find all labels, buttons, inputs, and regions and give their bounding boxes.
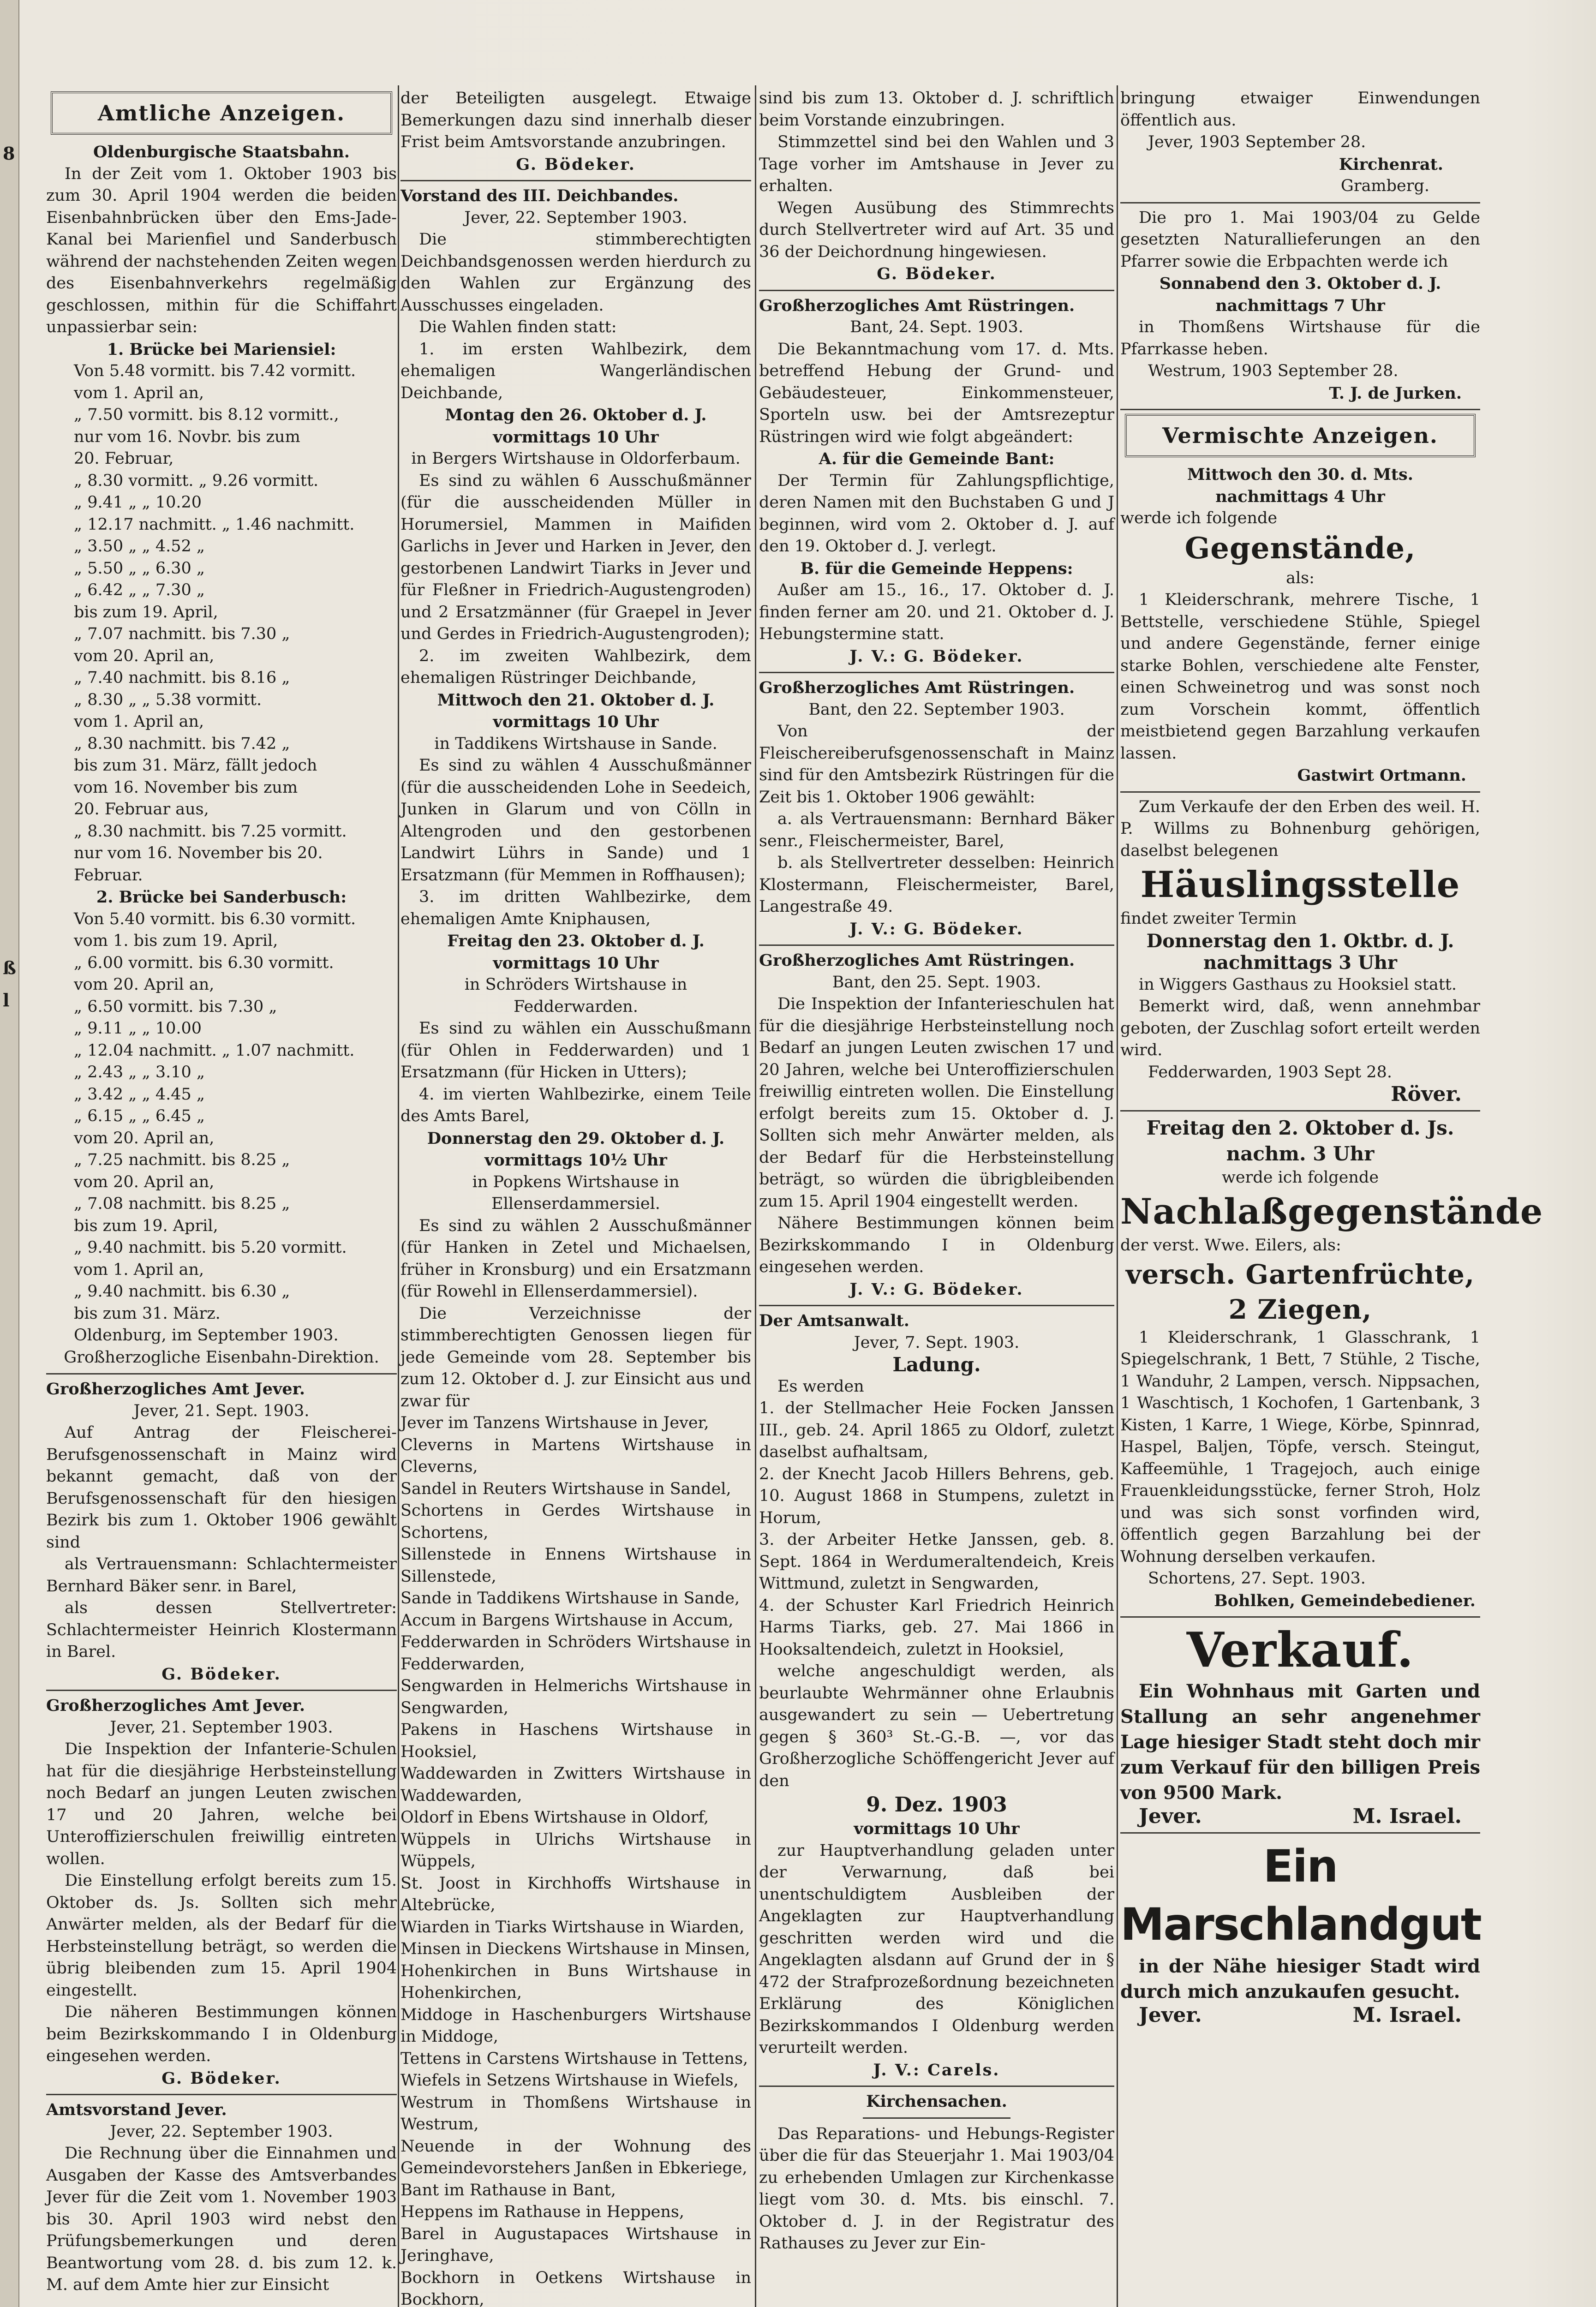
divider	[1120, 1110, 1480, 1112]
list-item: Barel in Augustapaces Wirtshause in Jeringhave,	[400, 2224, 751, 2265]
ad-text: 1 Kleiderschrank, mehrere Tische, 1 Bettstelle, verschiedene Stühle, Spiegel und andere Gegenstände, ferner einige starke Bohlen, verschiedene alte Fenster, einen Schweinetrog und was sonst noch zum Vorschein kommt, öffentlich meistbietend gegen Barzahlung verkaufen lassen.	[1120, 591, 1480, 763]
list-item: „ 6.42 „ „ 7.30 „	[74, 581, 205, 599]
list-item: „ 9.40 nachmitt. bis 5.20 vormitt.	[74, 1238, 347, 1257]
ad-signature: M. Israel.	[1352, 1805, 1462, 1828]
list-item: Wiarden in Tiarks Wirtshause in Wiarden,	[400, 1918, 745, 1936]
ad-place: Jever.	[1139, 1805, 1202, 1828]
list-item: „ 8.30 nachmitt. bis 7.25 vormitt.	[74, 822, 347, 841]
notice-text: Die Bekanntmachung vom 17. d. Mts. betreffend Hebung der Grund- und Gebäudesteuer, Einkommensteuer, Sporteln usw. bei der Amtsrezeptur Rüstringen wird wie folgt abgeändert:	[759, 340, 1114, 446]
divider	[1120, 1832, 1480, 1834]
notice-text: In der Zeit vom 1. Oktober 1903 bis zum 30. April 1904 werden die beiden Eisenbahnbrücken über den Ems-Jade-Kanal bei Marienfiel und Sanderbusch während der nachstehenden Zeiten wegen des Eisenbahnverkehrs regelmäßig geschlossen, mithin für die Schiffahrt unpassierbar sein:	[46, 164, 397, 336]
notice-text: Die Inspektion der Infanterie-Schulen hat für die diesjährige Herbsteinstellung noch Bedarf an jungen Leuten zwischen 17 und 20 Jahren, welche bei Unteroffizierschulen freiwillig eintreten wollen.	[46, 1740, 397, 1868]
notice-date: Jever, 21. Sept. 1903.	[133, 1401, 310, 1420]
notice-heading: Großherzogliches Amt Jever.	[46, 1380, 305, 1399]
event-date: Donnerstag den 1. Oktbr. d. J.	[1146, 930, 1454, 952]
ad-title: Gegenstände,	[1184, 531, 1416, 566]
list-item: Schortens in Gerdes Wirtshause in Schortens,	[400, 1501, 751, 1542]
notice-date: Bant, den 25. Sept. 1903.	[832, 973, 1041, 992]
notice-heading: Großherzogliches Amt Rüstringen.	[759, 296, 1075, 315]
divider	[46, 1690, 397, 1691]
notice-text: Es werden	[777, 1377, 864, 1396]
list-item: Minsen in Dieckens Wirtshause in Minsen,	[400, 1940, 750, 1958]
notice-signature: J. V.: G. Bödeker.	[849, 1279, 1024, 1299]
notice-text: Es sind zu wählen 4 Ausschußmänner (für die ausscheidenden Lohe in Seedeich, Junken in Glarum und von Cölln in Altengroden und den gestorbenen Landwirt Lührs in Sande) und 1 Ersatzmann (für Memmen in Roffhausen);	[400, 756, 751, 885]
district-time: vormittags 10 Uhr	[493, 712, 659, 731]
notice-heading: Oldenburgische Staatsbahn.	[93, 143, 350, 161]
notice-text: sind bis zum 13. Oktober d. J. schriftlich beim Vorstande einzubringen.	[759, 89, 1114, 130]
notice-text: Die pro 1. Mai 1903/04 zu Gelde gesetzten Naturallieferungen an den Pfarrer sowie die Erbpachten werde ich	[1120, 208, 1480, 271]
notice-date: Oldenburg, im September 1903.	[74, 1326, 339, 1345]
notice-signature: Kirchenrat.	[1339, 155, 1443, 174]
ad-signature: Gastwirt Ortmann.	[1297, 766, 1466, 785]
list-item: „ 6.50 vormitt. bis 7.30 „	[74, 997, 277, 1016]
notice-date: Jever, 21. September 1903.	[110, 1718, 333, 1737]
ad-intro: werde ich folgende	[1120, 509, 1278, 527]
notice-title: Ladung.	[892, 1353, 981, 1376]
notice-text: Es sind zu wählen 6 Ausschußmänner (für die ausscheidenden Müller in Horumersiel, Mammen in Maifiden Garlichs in Jever und Harken in Jever, den gestorbenen Landwirt Tiarks in Jever und für Fleßner in Friedrich-Augustengroden) und 2 Ersatzmänner (für Graepel in Jever und Gerdes in Friedrich-Augustengroden);	[400, 471, 751, 643]
list-item: „ 12.04 nachmitt. „ 1.07 nachmitt.	[74, 1041, 355, 1060]
list-item: 3. der Arbeiter Hetke Janssen, geb. 8. Sept. 1864 in Werdumeraltendeich, Kreis Wittmund, zuletzt in Sengwarden,	[759, 1530, 1114, 1593]
ad-intro: als:	[1286, 568, 1315, 587]
district-time: vormittags 10½ Uhr	[484, 1151, 667, 1170]
divider	[759, 944, 1114, 946]
district-heading: 1. im ersten Wahlbezirk, dem ehemaligen Wangerländischen Deichbande,	[400, 340, 751, 402]
list-item: Neuende in der Wohnung des Gemeindevorstehers Janßen in Ebkeriege,	[400, 2137, 751, 2177]
district-place: in Schröders Wirtshause in Fedderwarden.	[464, 975, 687, 1016]
ad-text: Zum Verkaufe der den Erben des weil. H. P. Willms zu Bohnenburg gehörigen, daselbst belegenen	[1120, 797, 1480, 860]
notice-text: Die stimmberechtigten Deichbandsgenossen werden hierdurch zu den Wahlen zur Ergänzung des Ausschusses eingeladen.	[400, 230, 751, 315]
list-item: Jever im Tanzens Wirtshause in Jever,	[400, 1414, 709, 1432]
list-item: Von 5.48 vormitt. bis 7.42 vormitt.	[74, 362, 356, 380]
page-gutter	[0, 0, 19, 2307]
ad-text: Ein Wohnhaus mit Garten und Stallung an sehr angenehmer Lage hiesiger Stadt steht doch mir zum Verkauf für den billigen Preis von 9500 Mark.	[1120, 1680, 1480, 1804]
notice-text: Außer am 15., 16., 17. Oktober d. J. finden ferner am 20. und 21. Oktober d. J. Hebungstermine statt.	[759, 581, 1114, 643]
ad-signature: M. Israel.	[1352, 2003, 1462, 2027]
district-date: Donnerstag den 29. Oktober d. J.	[427, 1129, 725, 1148]
notice-text: in Thomßens Wirtshause für die Pfarrkasse heben.	[1120, 318, 1480, 359]
list-item: bis zum 19. April,	[74, 1216, 218, 1235]
list-item: „ 7.08 nachmitt. bis 8.25 „	[74, 1195, 290, 1213]
notice-text: Die näheren Bestimmungen können beim Bezirkskommando I in Oldenburg eingesehen werden.	[46, 2003, 397, 2065]
notice-text: Nähere Bestimmungen können beim Bezirkskommando I in Oldenburg eingesehen werden.	[759, 1214, 1114, 1276]
ad-date: Schortens, 27. Sept. 1903.	[1148, 1569, 1366, 1588]
notice-text: Die Rechnung über die Einnahmen und Ausgaben der Kasse des Amtsverbandes Jever für die Zeit vom 1. November 1903 bis 30. April 1903 wird nebst den Prüfungsbemerkungen und deren Beantwortung vom 28. d. bis zum 12. k. M. auf dem Amte hier zur Einsicht	[46, 2144, 397, 2294]
list-item: Sande in Taddikens Wirtshause in Sande,	[400, 1589, 740, 1608]
divider	[1120, 1616, 1480, 1618]
district-time: vormittags 10 Uhr	[493, 427, 659, 447]
notice-date: Westrum, 1903 September 28.	[1148, 362, 1399, 380]
subheading: 2. Brücke bei Sanderbusch:	[96, 888, 347, 907]
list-item: Bockhorn in Oetkens Wirtshause in Bockhorn,	[400, 2268, 751, 2307]
places-list	[400, 1412, 751, 2307]
list-item: 4. der Schuster Karl Friedrich Heinrich Harms Tiarks, geb. 27. Mai 1866 in Hooksaltendeich, zuletzt in Hooksiel,	[759, 1596, 1114, 1659]
list-item: „ 12.17 nachmitt. „ 1.46 nachmitt.	[74, 515, 355, 534]
list-item: Cleverns in Martens Wirtshause in Cleverns,	[400, 1435, 751, 1476]
list-item: 1. der Stellmacher Heie Focken Janssen III., geb. 24. April 1865 zu Oldorf, zuletzt daselbst aufhaltsam,	[759, 1399, 1114, 1461]
list-item: vom 16. November bis zum	[74, 778, 298, 797]
ad-text: Bemerkt wird, daß, wenn annehmbar geboten, der Zuschlag sofort erteilt werden wird.	[1120, 997, 1480, 1059]
list-item: Hohenkirchen in Buns Wirtshause in Hohenkirchen,	[400, 1961, 751, 2002]
notice-date: Bant, den 22. September 1903.	[808, 700, 1065, 719]
subheading: A. für die Gemeinde Bant:	[819, 449, 1055, 468]
notice-heading: Amtsvorstand Jever.	[46, 2100, 227, 2119]
list-item: nur vom 16. Novbr. bis zum	[74, 427, 300, 446]
list-item: „ 7.40 nachmitt. bis 8.16 „	[74, 669, 290, 687]
divider	[400, 180, 751, 181]
column-rule	[1117, 85, 1118, 2307]
notice-text: b. als Stellvertreter desselben: Heinrich Klostermann, Fleischermeister, Barel, Langestraße 49.	[759, 854, 1114, 916]
notice-text: welche angeschuldigt werden, als beurlaubte Wehrmänner ohne Erlaubnis ausgewandert zu sein — Uebertretung gegen § 360³ St.-G.-B. —, vor das Großherzogliche Schöffengericht Jever auf den	[759, 1662, 1114, 1790]
notice-signature: G. Bödeker.	[877, 264, 997, 283]
notice-signature: J. V.: Carels.	[873, 2060, 1000, 2080]
list-item: 2. der Knecht Jacob Hillers Behrens, geb. 10. August 1868 in Stumpens, zuletzt in Horum,	[759, 1464, 1114, 1527]
list-item: 20. Februar,	[74, 449, 174, 468]
notice-date: Jever, 7. Sept. 1903.	[854, 1333, 1020, 1352]
divider	[1120, 409, 1480, 410]
column-rule	[398, 85, 399, 2307]
list-item: vom 20. April an,	[74, 975, 215, 994]
notice-signature: Gramberg.	[1340, 177, 1429, 195]
gutter-mark: 8	[3, 143, 15, 164]
list-item: Accum in Bargens Wirtshause in Accum,	[400, 1611, 734, 1630]
ad-title: Ein Marschlandgut	[1120, 1840, 1481, 1950]
gutter-mark: l	[3, 990, 10, 1010]
column-2	[400, 88, 751, 2307]
district-heading: 3. im dritten Wahlbezirke, dem ehemaligen Amte Kniphausen,	[400, 888, 751, 928]
notice-text: Die Verzeichnisse der stimmberechtigten Genossen liegen für jede Gemeinde vom 28. September bis zum 12. Oktober d. J. zur Einsicht aus und zwar für	[400, 1304, 751, 1410]
list-item: „ 9.41 „ „ 10.20	[74, 493, 202, 512]
notice-text: Von der Fleischereiberufsgenossenschaft in Mainz sind für den Amtsbezirk Rüstringen für die Zeit bis 1. Oktober 1906 gewählt:	[759, 722, 1114, 807]
district-heading: 4. im vierten Wahlbezirke, einem Teile des Amts Barel,	[400, 1085, 751, 1125]
notice-text: Die Wahlen finden statt:	[419, 318, 617, 336]
list-item: „ 9.40 nachmitt. bis 6.30 „	[74, 1282, 290, 1301]
ad-title: Nachlaßgegenstände	[1120, 1191, 1543, 1232]
divider	[759, 290, 1114, 291]
list-item: vom 1. April an,	[74, 383, 204, 402]
district-date: Freitag den 23. Oktober d. J.	[447, 932, 705, 950]
event-time: nachmittags 3 Uhr	[1203, 952, 1398, 974]
notice-date: Bant, 24. Sept. 1903.	[850, 318, 1023, 336]
list-item: „ 6.15 „ „ 6.45 „	[74, 1107, 205, 1125]
notice-heading: Kirchensachen.	[866, 2092, 1007, 2111]
list-item: Waddewarden in Zwitters Wirtshause in Waddewarden,	[400, 1764, 751, 1805]
ad-title: versch. Gartenfrüchte,	[1125, 1258, 1475, 1290]
district-place: in Popkens Wirtshause in Ellenserdammersiel.	[472, 1172, 680, 1213]
list-item: bis zum 31. März, fällt jedoch	[74, 756, 317, 775]
ad-intro: der verst. Wwe. Eilers, als:	[1120, 1236, 1341, 1255]
divider	[46, 2094, 397, 2095]
list-item: Pakens in Haschens Wirtshause in Hooksiel,	[400, 1721, 751, 1761]
list-item: Wüppels in Ulrichs Wirtshause in Wüppels,	[400, 1830, 751, 1871]
notice-text: Auf Antrag der Fleischerei-Berufsgenossenschaft in Mainz wird bekannt gemacht, daß von der Berufsgenossenschaft für den hiesigen Bezirk bis zum 1. Oktober 1906 gewählt sind	[46, 1423, 397, 1552]
list-item: Tettens in Carstens Wirtshause in Tettens,	[400, 2049, 748, 2068]
divider	[46, 1373, 397, 1375]
list-item: „ 6.00 vormitt. bis 6.30 vormitt.	[74, 953, 334, 972]
section-title-amtliche: Amtliche Anzeigen.	[51, 91, 392, 135]
column-3	[759, 88, 1114, 2307]
notice-text: Es sind zu wählen ein Ausschußmann (für Ohlen in Fedderwarden) und 1 Ersatzmann (für Hicken in Utters);	[400, 1019, 751, 1082]
event-time: nachm. 3 Uhr	[1226, 1142, 1375, 1165]
subheading: B. für die Gemeinde Heppens:	[800, 559, 1073, 578]
list-item: „ 3.50 „ „ 4.52 „	[74, 537, 205, 556]
list-item: „ 7.07 nachmitt. bis 7.30 „	[74, 625, 290, 643]
notice-text: der Beteiligten ausgelegt. Etwaige Bemerkungen dazu sind innerhalb dieser Frist beim Amtsvorstande anzubringen.	[400, 89, 751, 151]
list-item: Sengwarden in Helmerichs Wirtshause in Sengwarden,	[400, 1677, 751, 1717]
notice-signature: T. J. de Jurken.	[1329, 383, 1462, 403]
list-item: bis zum 31. März.	[74, 1304, 221, 1323]
notice-text: a. als Vertrauensmann: Bernhard Bäker senr., Fleischermeister, Barel,	[759, 810, 1114, 850]
notice-text: Die Inspektion der Infanterieschulen hat für die diesjährige Herbsteinstellung noch Bedarf an jungen Leuten zwischen 17 und 20 Jahren, welche bei Unteroffizierschulen freiwillig eintreten wollen. Die Einstellung erfolgt bereits zum 15. Oktober d. J. Sollten sich mehr Anwärter melden, als der Bedarf für die Herbsteinstellung beträgt, so würden die übrigbleibenden zum 15. April 1904 eingestellt werden.	[759, 995, 1114, 1211]
event-date: Sonnabend den 3. Oktober d. J.	[1159, 274, 1441, 293]
notice-text: als dessen Stellvertreter: Schlachtermeister Heinrich Klostermann in Barel.	[46, 1599, 397, 1661]
notice-date: Jever, 22. September 1903.	[110, 2122, 333, 2141]
district-date: Montag den 26. Oktober d. J.	[445, 406, 707, 424]
ad-text: 1 Kleiderschrank, 1 Glasschrank, 1 Spiegelschrank, 1 Bett, 7 Stühle, 2 Tische, 1 Wanduhr, 2 Lampen, versch. Nippsachen, 1 Waschtisch, 1 Kochofen, 1 Gartenbank, 3 Kisten, 1 Karre, 1 Wiege, Körbe, Spinnrad, Haspel, Baljen, Töpfe, versch. Steingut, Kaffeemühle, 1 Tragejoch, auch einige Frauenkleidungsstücke, ferner Stroh, Holz und was sich sonst vorfinden wird, öffentlich gegen Barzahlung bei der Wohnung derselben verkaufen.	[1120, 1328, 1480, 1566]
list-item: „ 5.50 „ „ 6.30 „	[74, 559, 205, 578]
divider	[1120, 791, 1480, 793]
list-item: vom 1. April an,	[74, 1260, 204, 1279]
ad-intro: findet zweiter Termin	[1120, 909, 1297, 928]
section-title-vermischte: Vermischte Anzeigen.	[1125, 414, 1476, 457]
subheading: 1. Brücke bei Mariensiel:	[107, 340, 336, 359]
event-time: nachmittags 7 Uhr	[1215, 296, 1385, 315]
list-item: „ 8.30 „ „ 5.38 vormitt.	[74, 690, 262, 709]
column-1	[46, 88, 397, 2307]
notice-signature: Großherzogliche Eisenbahn-Direktion.	[64, 1348, 379, 1367]
notice-text: Stimmzettel sind bei den Wahlen und 3 Tage vorher im Amtshause in Jever zu erhalten.	[759, 133, 1114, 195]
list-item: vom 1. bis zum 19. April,	[74, 932, 278, 950]
ad-text: in Wiggers Gasthaus zu Hooksiel statt.	[1139, 975, 1457, 994]
list-item: nur vom 16. November bis 20. Februar.	[74, 844, 323, 885]
list-item: Middoge in Haschenburgers Wirtshause in Middoge,	[400, 2005, 751, 2046]
column-rule	[755, 85, 756, 2307]
timetable-bridge-2	[46, 908, 397, 1325]
list-item: „ 9.11 „ „ 10.00	[74, 1019, 202, 1038]
ad-title: Häuslingsstelle	[1140, 864, 1460, 906]
notice-signature: J. V.: G. Bödeker.	[849, 646, 1024, 666]
notice-text: Es sind zu wählen 2 Ausschußmänner (für Hanken in Zetel und Michaelsen, früher in Kronsburg) und ein Ersatzmann (für Rowehl in Ellenserdammersiel).	[400, 1216, 751, 1301]
list-item: „ 2.43 „ „ 3.10 „	[74, 1063, 205, 1082]
event-date: Mittwoch den 30. d. Mts.	[1187, 465, 1413, 484]
list-item: Bant im Rathause in Bant,	[400, 2181, 616, 2199]
divider	[863, 2117, 1010, 2119]
hearing-time: vormittags 10 Uhr	[854, 1819, 1020, 1838]
notice-signature: G. Bödeker.	[516, 155, 636, 174]
list-item: Heppens im Rathause in Heppens,	[400, 2203, 684, 2221]
district-place: in Taddikens Wirtshause in Sande.	[434, 734, 717, 753]
list-item: Wiefels in Setzens Wirtshause in Wiefels,	[400, 2071, 739, 2090]
notice-signature: G. Bödeker.	[161, 1664, 281, 1684]
list-item: vom 20. April an,	[74, 646, 215, 665]
list-item: vom 20. April an,	[74, 1172, 215, 1191]
list-item: „ 8.30 vormitt. „ 9.26 vormitt.	[74, 471, 319, 490]
ad-footer	[1120, 2004, 1480, 2026]
ad-title: 2 Ziegen,	[1228, 1293, 1372, 1325]
notice-heading: Großherzogliches Amt Rüstringen.	[759, 951, 1075, 970]
notice-heading: Der Amtsanwalt.	[759, 1311, 909, 1330]
notice-signature: G. Bödeker.	[161, 2068, 281, 2088]
notice-text: Die Einstellung erfolgt bereits zum 15. Oktober ds. Js. Sollten sich mehr Anwärter melden, als der Bedarf für die Herbsteinstellung beträgt, so werden die übrig bleibenden zum 15. April 1904 eingestellt.	[46, 1871, 397, 2000]
notice-heading: Großherzogliches Amt Rüstringen.	[759, 678, 1075, 697]
divider	[759, 1305, 1114, 1306]
list-item: Sillenstede in Ennens Wirtshause in Sillenstede,	[400, 1545, 751, 1586]
list-item: bis zum 19. April,	[74, 603, 218, 622]
ad-place: Jever.	[1139, 2003, 1202, 2027]
list-item: „ 3.42 „ „ 4.45 „	[74, 1085, 205, 1104]
ad-title: Verkauf.	[1186, 1621, 1414, 1678]
district-place: in Bergers Wirtshause in Oldorferbaum.	[411, 449, 741, 468]
list-item: Sandel in Reuters Wirtshause in Sandel,	[400, 1479, 731, 1498]
timetable-bridge-1	[46, 360, 397, 886]
event-time: nachmittags 4 Uhr	[1215, 487, 1385, 506]
list-item: „ 8.30 nachmitt. bis 7.42 „	[74, 734, 290, 753]
notice-date: Jever, 22. September 1903.	[464, 208, 687, 227]
district-date: Mittwoch den 21. Oktober d. J.	[437, 690, 715, 710]
notice-text: Wegen Ausübung des Stimmrechts durch Stellvertreter wird auf Art. 35 und 36 der Deichordnung hingewiesen.	[759, 198, 1114, 261]
list-item: vom 1. April an,	[74, 712, 204, 731]
ad-signature: Bohlken, Gemeindebediener.	[1214, 1591, 1476, 1610]
list-item: „ 7.25 nachmitt. bis 8.25 „	[74, 1151, 290, 1169]
district-heading: 2. im zweiten Wahlbezirk, dem ehemaligen Rüstringer Deichbande,	[400, 646, 751, 687]
event-date: Freitag den 2. Oktober d. Js.	[1146, 1116, 1454, 1139]
column-4	[1120, 88, 1543, 2307]
notice-text: zur Hauptverhandlung geladen unter der Verwarnung, daß bei unentschuldigtem Ausbleiben der Angeklagten zur Hauptverhandlung geschritten werden wird und die Angeklagten alsdann auf Grund der in § 472 der Strafprozeßordnung bezeichneten Erklärung des Königlichen Bezirkskommandos I Oldenburg werden verurteilt werden.	[759, 1841, 1114, 2057]
district-time: vormittags 10 Uhr	[493, 953, 659, 973]
divider	[1120, 202, 1480, 203]
list-item: „ 7.50 vormitt. bis 8.12 vormitt.,	[74, 406, 339, 424]
list-item: 20. Februar aus,	[74, 800, 209, 819]
notice-signature: J. V.: G. Bödeker.	[849, 919, 1024, 938]
ad-signature: Röver.	[1391, 1082, 1462, 1106]
ad-date: Fedderwarden, 1903 Sept 28.	[1148, 1063, 1392, 1082]
notice-heading: Großherzogliches Amt Jever.	[46, 1696, 305, 1715]
notice-text: Das Reparations- und Hebungs-Register über die für das Steuerjahr 1. Mai 1903/04 zu erhebenden Umlagen zur Kirchenkasse liegt vom 30. d. Mts. bis einschl. 7. Oktober d. J. in der Registratur des Rathauses zu Jever zur Ein-	[759, 2124, 1114, 2253]
hearing-date: 9. Dez. 1903	[866, 1793, 1007, 1817]
notice-date: Jever, 1903 September 28.	[1148, 133, 1366, 151]
list-item: vom 20. April an,	[74, 1129, 215, 1148]
gutter-mark: ß	[3, 957, 16, 978]
ad-intro: werde ich folgende	[1221, 1168, 1379, 1187]
ad-footer	[1120, 1805, 1480, 1828]
list-item: Oldorf in Ebens Wirtshause in Oldorf,	[400, 1808, 709, 1827]
divider	[759, 2086, 1114, 2087]
list-item: Von 5.40 vormitt. bis 6.30 vormitt.	[74, 909, 356, 928]
notice-text: Der Termin für Zahlungspflichtige, deren Namen mit den Buchstaben G und J beginnen, wird vom 2. Oktober d. J. auf den 19. Oktober d. J. verlegt.	[759, 471, 1114, 556]
divider	[759, 672, 1114, 673]
list-item: Westrum in Thomßens Wirtshause in Westrum,	[400, 2093, 751, 2134]
summons-list	[759, 1398, 1114, 1661]
list-item: Fedderwarden in Schröders Wirtshause in Fedderwarden,	[400, 1633, 751, 1673]
notice-heading: Vorstand des III. Deichbandes.	[400, 186, 679, 205]
ad-text: in der Nähe hiesiger Stadt wird durch mich anzukaufen gesucht.	[1120, 1955, 1480, 2002]
list-item: St. Joost in Kirchhoffs Wirtshause in Altebrücke,	[400, 1874, 751, 1914]
notice-text: bringung etwaiger Einwendungen öffentlich aus.	[1120, 89, 1480, 130]
notice-text: als Vertrauensmann: Schlachtermeister Bernhard Bäker senr. in Barel,	[46, 1555, 397, 1596]
